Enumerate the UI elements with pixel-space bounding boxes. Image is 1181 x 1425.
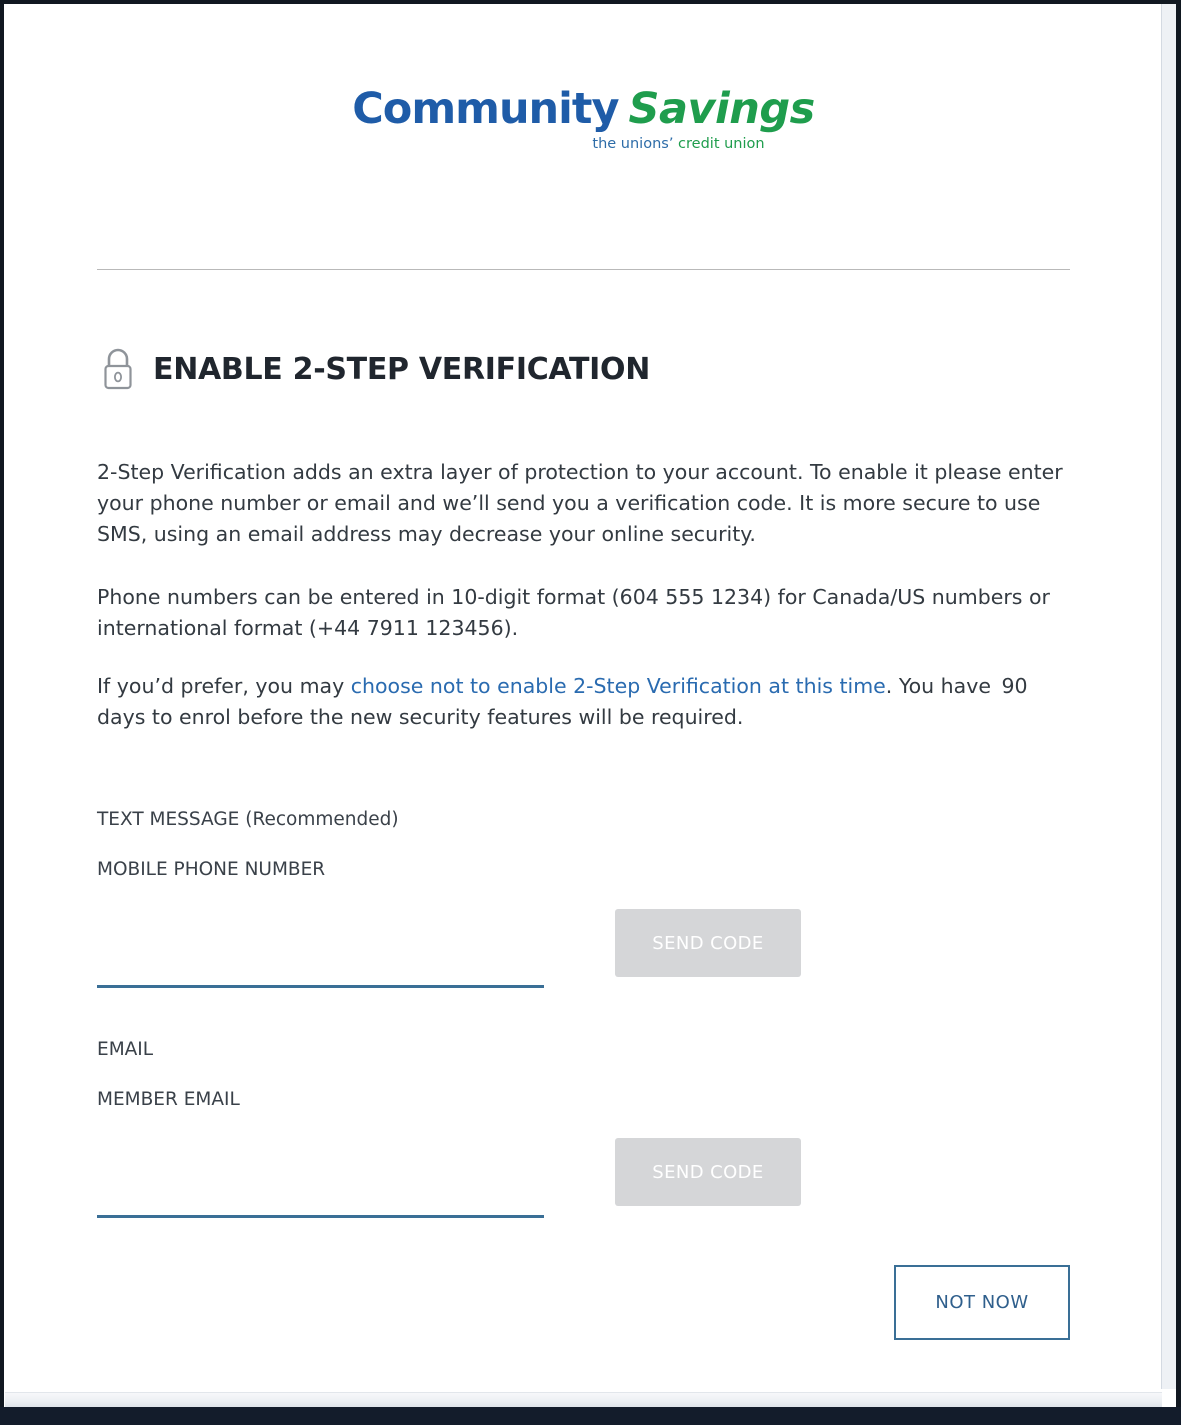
window-frame-right [1176, 0, 1181, 1425]
mobile-phone-label: MOBILE PHONE NUMBER [97, 859, 326, 880]
logo-word-savings: Savings [628, 84, 815, 134]
page-title: ENABLE 2-STEP VERIFICATION [153, 351, 651, 387]
logo-word-community: Community [352, 84, 619, 134]
page-content [5, 4, 1162, 1389]
enrol-days-count: 90 [1001, 674, 1028, 698]
window-frame-left [0, 0, 4, 1425]
member-email-input[interactable] [97, 1174, 544, 1218]
header-divider [97, 269, 1070, 270]
opt-out-link[interactable]: choose not to enable 2-Step Verification at this time [350, 674, 886, 698]
phone-format-paragraph: Phone numbers can be entered in 10-digit format (604 555 1234) for Canada/US numbers or international format (+44 7911 123456). [97, 585, 1050, 640]
send-code-email-button[interactable]: SEND CODE [615, 1138, 801, 1206]
not-now-button[interactable]: NOT NOW [894, 1265, 1070, 1340]
page-heading [97, 344, 650, 394]
opt-out-middle: . You have [885, 674, 998, 698]
lock-icon [97, 344, 139, 394]
horizontal-scrollbar[interactable] [5, 1392, 1162, 1407]
window-frame-top [0, 0, 1181, 4]
sms-section-label: TEXT MESSAGE (Recommended) [97, 809, 399, 830]
logo-tagline-unions: the unions’ [592, 136, 674, 152]
opt-out-paragraph [97, 671, 1082, 733]
member-email-label: MEMBER EMAIL [97, 1089, 240, 1110]
window-frame-bottom [0, 1407, 1181, 1425]
opt-out-prefix: If you’d prefer, you may [97, 674, 351, 698]
brand-logo [5, 84, 1162, 152]
vertical-scrollbar[interactable] [1161, 4, 1176, 1389]
intro-paragraph: 2-Step Verification adds an extra layer of protection to your account. To enable it please enter your phone number or email and we’ll send you a verification code. It is more secure to use SMS, using an email address may decrease your online security. [97, 460, 1063, 546]
logo-wordmark [5, 84, 1162, 134]
email-section-label: EMAIL [97, 1039, 154, 1060]
logo-tagline [5, 136, 1162, 152]
opt-out-suffix: days to enrol before the new security features will be required. [97, 705, 744, 729]
mobile-phone-input[interactable] [97, 944, 544, 988]
logo-tagline-credit-union: credit union [678, 136, 765, 152]
send-code-sms-button[interactable]: SEND CODE [615, 909, 801, 977]
